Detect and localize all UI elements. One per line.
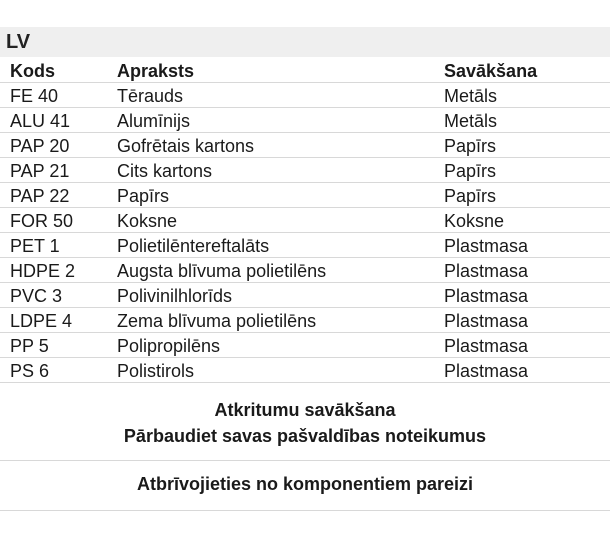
cell-collection: Plastmasa [444,236,529,256]
cell-description: Cits kartons [117,161,213,181]
table-row [0,158,610,183]
column-header-code: Kods [10,61,55,81]
table-row [0,333,610,358]
table-row [0,258,610,283]
cell-collection: Plastmasa [444,286,529,306]
cell-collection: Koksne [444,211,505,231]
cell-code: ALU 41 [10,111,71,131]
table-row [0,133,610,158]
cell-description: Polistirols [117,361,195,381]
table-row [0,208,610,233]
cell-description: Papīrs [117,186,170,206]
waste-collection-note [0,397,610,461]
table-row [0,283,610,308]
column-header-description: Apraksts [117,61,195,81]
cell-collection: Plastmasa [444,361,529,381]
disposal-note [0,461,610,511]
cell-collection: Metāls [444,86,498,106]
cell-description: Koksne [117,211,178,231]
cell-code: PVC 3 [10,286,63,306]
cell-code: PAP 20 [10,136,70,156]
cell-code: HDPE 2 [10,261,76,281]
cell-code: PP 5 [10,336,49,356]
table-header-row [0,58,610,83]
cell-code: FOR 50 [10,211,74,231]
column-header-collection: Savākšana [444,61,538,81]
cell-collection: Papīrs [444,161,497,181]
cell-code: PS 6 [10,361,50,381]
cell-collection: Papīrs [444,136,497,156]
waste-collection-heading: Atkritumu savākšana [214,400,396,420]
table-row [0,108,610,133]
cell-code: LDPE 4 [10,311,73,331]
check-regulations-text: Pārbaudiet savas pašvaldības noteikumus [123,426,487,446]
table-row [0,308,610,333]
cell-description: Augsta blīvuma polietilēns [117,261,327,281]
cell-code: PET 1 [10,236,60,256]
cell-code: PAP 21 [10,161,70,181]
table-row [0,183,610,208]
table-body [0,83,610,383]
cell-description: Polietilēntereftalāts [117,236,270,256]
cell-description: Gofrētais kartons [117,136,255,156]
cell-description: Polivinilhlorīds [117,286,233,306]
cell-code: FE 40 [10,86,59,106]
cell-collection: Plastmasa [444,311,529,331]
title-bar [0,27,610,57]
cell-collection: Plastmasa [444,336,529,356]
recycling-codes-table [0,58,610,383]
cell-description: Polipropilēns [117,336,221,356]
page-title: LV [6,31,31,53]
table-row [0,358,610,383]
cell-description: Tērauds [117,86,184,106]
cell-collection: Metāls [444,111,498,131]
cell-collection: Papīrs [444,186,497,206]
cell-code: PAP 22 [10,186,70,206]
table-row [0,233,610,258]
table-row [0,83,610,108]
cell-description: Alumīnijs [117,111,191,131]
cell-collection: Plastmasa [444,261,529,281]
dispose-properly-text: Atbrīvojieties no komponentiem pareizi [136,474,474,494]
cell-description: Zema blīvuma polietilēns [117,311,317,331]
